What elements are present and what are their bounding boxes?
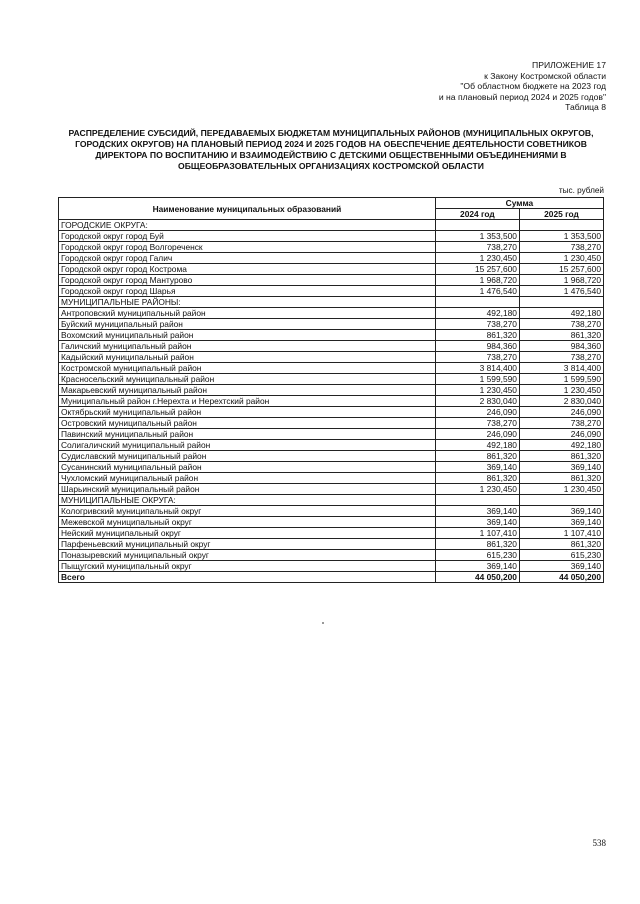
table-row <box>59 484 604 495</box>
row-value-2025: 369,140 <box>519 506 603 517</box>
row-name: Межевской муниципальный округ <box>59 517 436 528</box>
row-value-2024: 738,270 <box>435 242 519 253</box>
row-value-2025: 369,140 <box>519 517 603 528</box>
table-row <box>59 451 604 462</box>
row-value-2025: 984,360 <box>519 341 603 352</box>
row-value-2025: 861,320 <box>519 330 603 341</box>
row-value-2025: 1 230,450 <box>519 385 603 396</box>
table-row <box>59 440 604 451</box>
row-name: Нейский муниципальный округ <box>59 528 436 539</box>
row-value-2025: 3 814,400 <box>519 363 603 374</box>
row-value-2025: 15 257,600 <box>519 264 603 275</box>
row-name: Городской округ город Буй <box>59 231 436 242</box>
row-name: Павинский муниципальный район <box>59 429 436 440</box>
row-name: Галичский муниципальный район <box>59 341 436 352</box>
row-value-2024 <box>435 495 519 506</box>
row-value-2024: 15 257,600 <box>435 264 519 275</box>
row-name: Парфеньевский муниципальный округ <box>59 539 436 550</box>
table-row <box>59 385 604 396</box>
header-name: Наименование муниципальных образований <box>59 198 436 220</box>
row-value-2024: 984,360 <box>435 341 519 352</box>
row-name: Судиславский муниципальный район <box>59 451 436 462</box>
row-name: Пыщугский муниципальный округ <box>59 561 436 572</box>
row-name: МУНИЦИПАЛЬНЫЕ РАЙОНЫ: <box>59 297 436 308</box>
row-value-2025: 1 353,500 <box>519 231 603 242</box>
row-value-2025: 738,270 <box>519 242 603 253</box>
row-value-2024: 861,320 <box>435 473 519 484</box>
row-value-2025: 1 230,450 <box>519 484 603 495</box>
row-value-2024: 738,270 <box>435 319 519 330</box>
row-value-2025: 738,270 <box>519 352 603 363</box>
row-value-2024: 2 830,040 <box>435 396 519 407</box>
table-row <box>59 539 604 550</box>
table-row <box>59 561 604 572</box>
row-value-2024: 1 107,410 <box>435 528 519 539</box>
appendix-line: к Закону Костромской области <box>484 70 606 81</box>
row-name: Поназыревский муниципальный округ <box>59 550 436 561</box>
row-value-2025 <box>519 297 603 308</box>
row-value-2025: 861,320 <box>519 539 603 550</box>
row-value-2025: 1 107,410 <box>519 528 603 539</box>
row-value-2024: 1 230,450 <box>435 253 519 264</box>
table-row <box>59 506 604 517</box>
header-year-2024: 2024 год <box>435 209 519 220</box>
table-row <box>59 308 604 319</box>
row-name: Буйский муниципальный район <box>59 319 436 330</box>
row-name: Октябрьский муниципальный район <box>59 407 436 418</box>
row-value-2025: 738,270 <box>519 319 603 330</box>
appendix-header <box>439 60 606 113</box>
row-value-2024: 1 353,500 <box>435 231 519 242</box>
table-row <box>59 462 604 473</box>
row-value-2024: 1 599,590 <box>435 374 519 385</box>
total-value-2024: 44 050,200 <box>435 572 519 583</box>
header-year-2025: 2025 год <box>519 209 603 220</box>
row-value-2025: 492,180 <box>519 440 603 451</box>
row-value-2024: 369,140 <box>435 517 519 528</box>
scan-speck <box>322 622 324 624</box>
total-value-2025: 44 050,200 <box>519 572 603 583</box>
table-row <box>59 330 604 341</box>
row-name: Шарьинский муниципальный район <box>59 484 436 495</box>
row-value-2025: 369,140 <box>519 561 603 572</box>
row-name: ГОРОДСКИЕ ОКРУГА: <box>59 220 436 231</box>
table-row <box>59 253 604 264</box>
row-name: Чухломский муниципальный район <box>59 473 436 484</box>
row-value-2024: 1 968,720 <box>435 275 519 286</box>
row-value-2025: 369,140 <box>519 462 603 473</box>
appendix-line: "Об областном бюджете на 2023 год <box>460 81 606 92</box>
row-value-2024 <box>435 297 519 308</box>
row-name: Городской округ город Кострома <box>59 264 436 275</box>
row-value-2025: 246,090 <box>519 407 603 418</box>
row-value-2024: 492,180 <box>435 440 519 451</box>
table-number: Таблица 8 <box>565 102 606 113</box>
row-name: Костромской муниципальный район <box>59 363 436 374</box>
row-value-2024: 738,270 <box>435 418 519 429</box>
table-row <box>59 363 604 374</box>
row-name: Антроповский муниципальный район <box>59 308 436 319</box>
row-name: Сусанинский муниципальный район <box>59 462 436 473</box>
row-value-2025: 1 230,450 <box>519 253 603 264</box>
row-name: Красносельский муниципальный район <box>59 374 436 385</box>
row-name: Вохомский муниципальный район <box>59 330 436 341</box>
row-value-2024: 1 230,450 <box>435 385 519 396</box>
total-row <box>59 572 604 583</box>
table-row <box>59 231 604 242</box>
row-value-2024: 861,320 <box>435 330 519 341</box>
row-value-2025: 1 968,720 <box>519 275 603 286</box>
row-value-2024: 369,140 <box>435 561 519 572</box>
row-value-2024: 369,140 <box>435 506 519 517</box>
row-value-2024: 1 230,450 <box>435 484 519 495</box>
document-title: РАСПРЕДЕЛЕНИЕ СУБСИДИЙ, ПЕРЕДАВАЕМЫХ БЮДЖЕТАМ МУНИЦИПАЛЬНЫХ РАЙОНОВ (МУНИЦИПАЛЬНЫХ ОКРУГОВ, ГОРОДСКИХ ОКРУГОВ) НА ПЛАНОВЫЙ ПЕРИОД 2024 И 2025 ГОДОВ НА ОБЕСПЕЧЕНИЕ ДЕЯТЕЛЬНОСТИ СОВЕТНИКОВ ДИРЕКТОРА ПО ВОСПИТАНИЮ И ВЗАИМОДЕЙСТВИЮ С ДЕТСКИМИ ОБЩЕСТВЕННЫМИ ОБЪЕДИНЕНИЯМИ В ОБЩЕОБРАЗОВАТЕЛЬНЫХ ОРГАНИЗАЦИЯХ КОСТРОМСКОЙ ОБЛАСТИ <box>68 128 594 171</box>
row-name: Макарьевский муниципальный район <box>59 385 436 396</box>
row-value-2024: 861,320 <box>435 539 519 550</box>
row-value-2025: 492,180 <box>519 308 603 319</box>
appendix-line: и на плановый период 2024 и 2025 годов" <box>438 91 606 102</box>
table-row <box>59 528 604 539</box>
row-value-2024: 861,320 <box>435 451 519 462</box>
row-name: Городской округ город Шарья <box>59 286 436 297</box>
table-row <box>59 220 604 231</box>
table-row <box>59 264 604 275</box>
row-value-2025: 615,230 <box>519 550 603 561</box>
row-value-2025: 1 599,590 <box>519 374 603 385</box>
row-value-2024: 738,270 <box>435 352 519 363</box>
row-value-2024 <box>435 220 519 231</box>
table-row <box>59 341 604 352</box>
row-value-2024: 3 814,400 <box>435 363 519 374</box>
row-value-2024: 369,140 <box>435 462 519 473</box>
table-row <box>59 550 604 561</box>
table-row <box>59 407 604 418</box>
total-label: Всего <box>59 572 436 583</box>
table-row <box>59 517 604 528</box>
row-value-2025: 1 476,540 <box>519 286 603 297</box>
row-name: Городской округ город Галич <box>59 253 436 264</box>
row-value-2025: 2 830,040 <box>519 396 603 407</box>
units-label: тыс. рублей <box>558 186 604 195</box>
header-sum: Сумма <box>435 198 603 209</box>
row-name: Городской округ город Волгореченск <box>59 242 436 253</box>
table-row <box>59 396 604 407</box>
row-name: Кологривский муниципальный округ <box>59 506 436 517</box>
row-value-2024: 1 476,540 <box>435 286 519 297</box>
table-row <box>59 242 604 253</box>
row-value-2025: 861,320 <box>519 473 603 484</box>
row-value-2025 <box>519 495 603 506</box>
table-row <box>59 473 604 484</box>
row-name: МУНИЦИПАЛЬНЫЕ ОКРУГА: <box>59 495 436 506</box>
table-row <box>59 352 604 363</box>
appendix-line: ПРИЛОЖЕНИЕ 17 <box>532 60 606 70</box>
row-name: Городской округ город Мантурово <box>59 275 436 286</box>
table-row <box>59 297 604 308</box>
row-value-2025: 738,270 <box>519 418 603 429</box>
table-body <box>59 220 604 583</box>
table-row <box>59 319 604 330</box>
table-row <box>59 418 604 429</box>
table-row <box>59 495 604 506</box>
row-value-2025: 861,320 <box>519 451 603 462</box>
row-value-2024: 492,180 <box>435 308 519 319</box>
table-row <box>59 374 604 385</box>
row-value-2024: 246,090 <box>435 407 519 418</box>
row-name: Кадыйский муниципальный район <box>59 352 436 363</box>
row-name: Солигаличский муниципальный район <box>59 440 436 451</box>
table-row <box>59 429 604 440</box>
subsidy-table <box>58 197 604 583</box>
row-value-2024: 246,090 <box>435 429 519 440</box>
table-row <box>59 275 604 286</box>
page-number: 538 <box>592 838 606 848</box>
row-value-2025 <box>519 220 603 231</box>
row-value-2024: 615,230 <box>435 550 519 561</box>
row-name: Муниципальный район г.Нерехта и Нерехтский район <box>59 396 436 407</box>
table-row <box>59 286 604 297</box>
row-value-2025: 246,090 <box>519 429 603 440</box>
row-name: Островский муниципальный район <box>59 418 436 429</box>
